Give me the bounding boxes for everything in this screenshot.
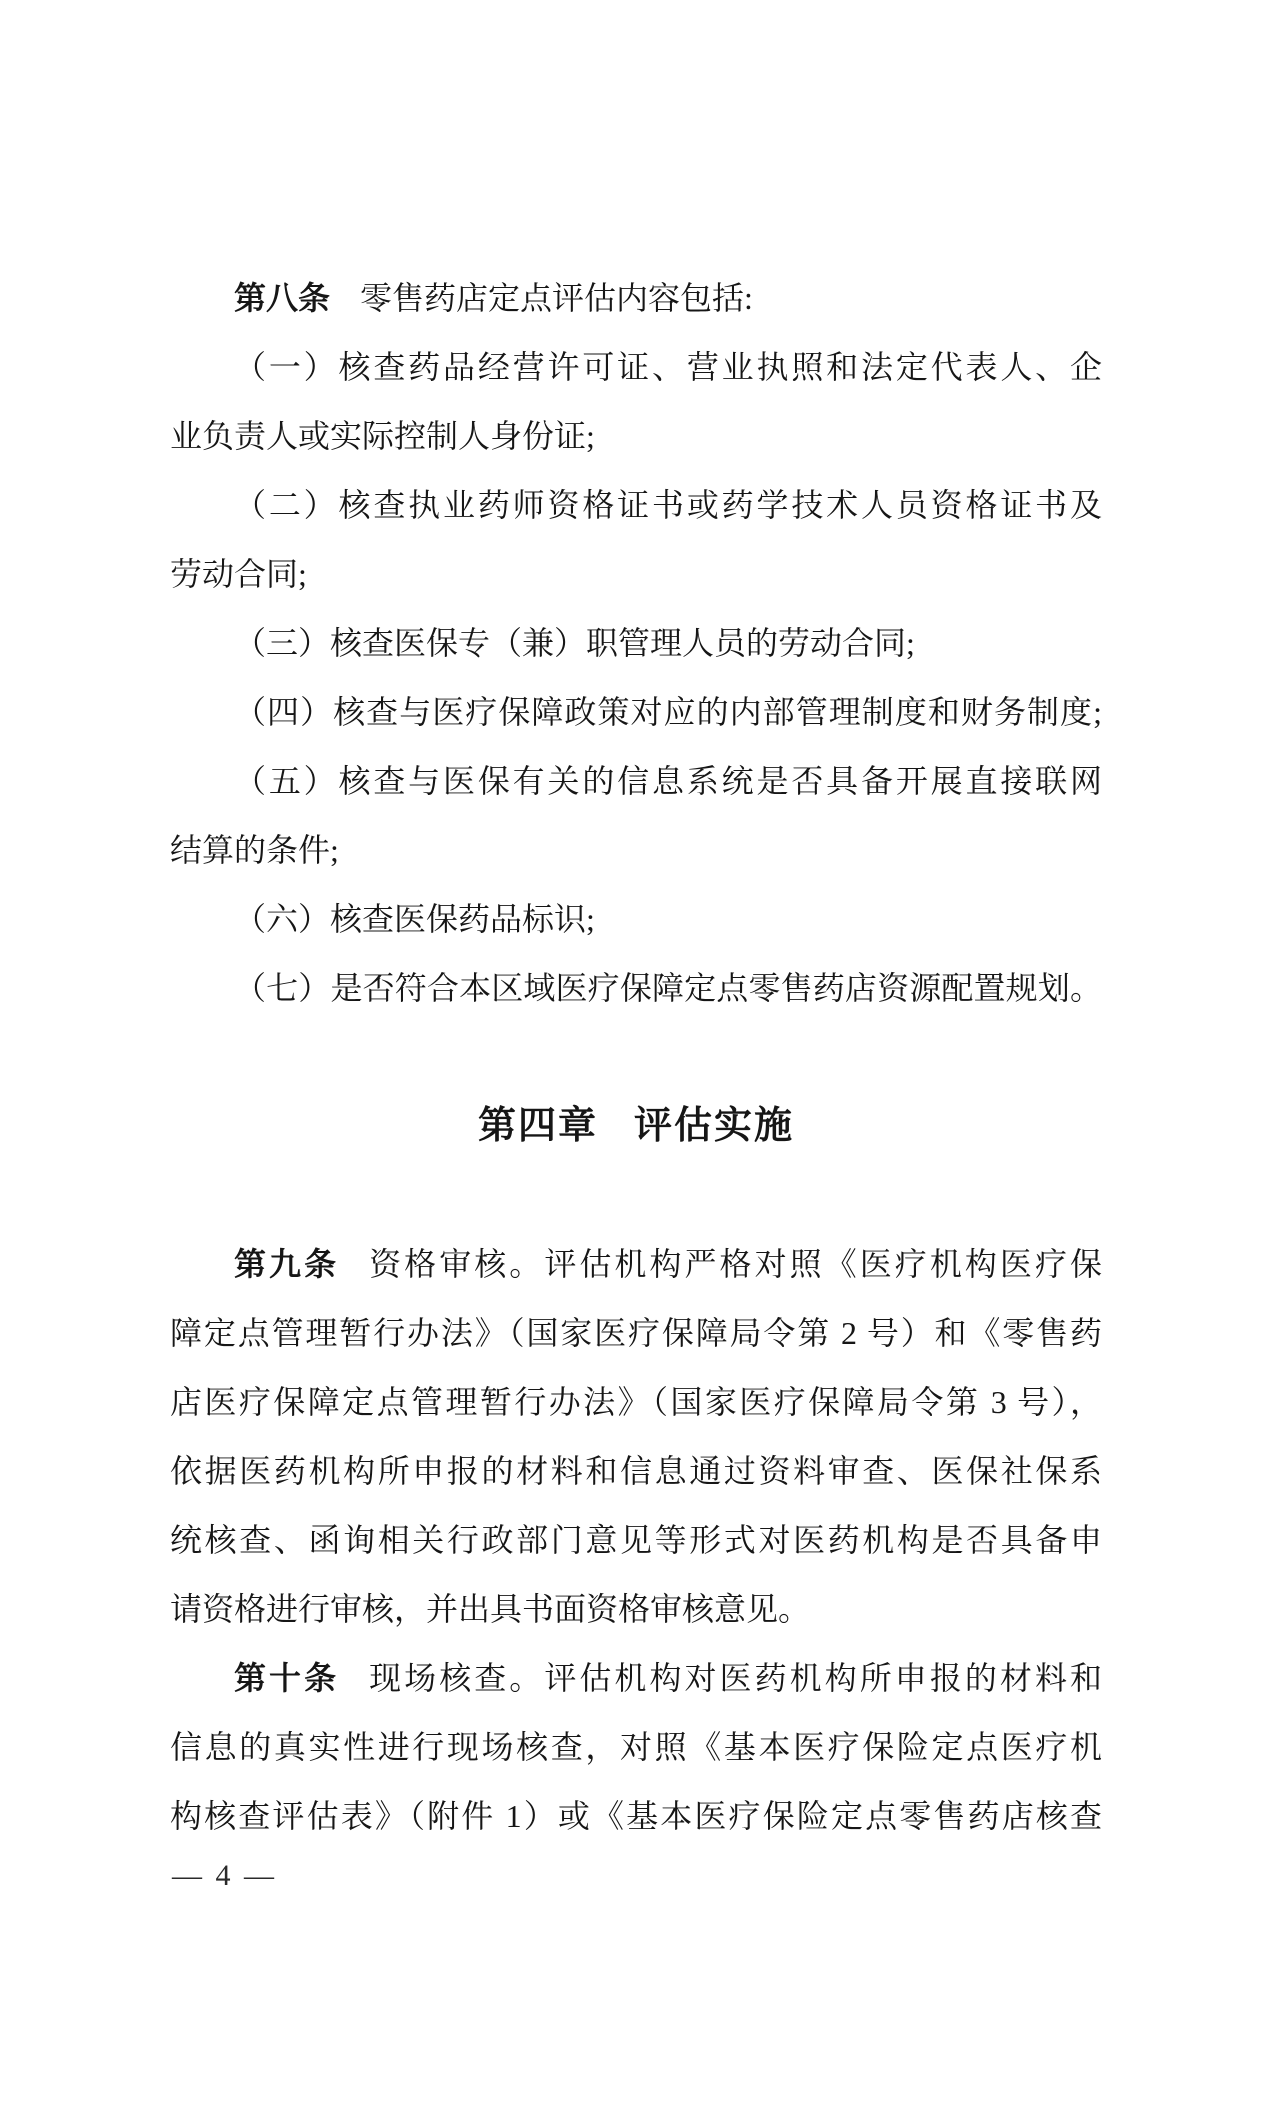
article-8-item-1-line-2: 业负责人或实际控制人身份证; <box>170 418 595 454</box>
article-9-line-2: 障定点管理暂行办法》（国家医疗保障局令第 2 号）和《零售药 <box>170 1315 1102 1351</box>
chapter-4-title: 评估实施 <box>634 1105 795 1147</box>
article-10-line-2: 信息的真实性进行现场核查，对照《基本医疗保险定点医疗机 <box>170 1729 1102 1765</box>
article-8-item-2-line-1: （二）核查执业药师资格证书或药学技术人员资格证书及 <box>234 487 1102 523</box>
article-8-item-4-line: （四）核查与医疗保障政策对应的内部管理制度和财务制度; <box>234 694 1102 730</box>
article-8-opening-line <box>170 264 1102 333</box>
article-9-line-5: 统核查、函询相关行政部门意见等形式对医药机构是否具备申 <box>170 1522 1102 1558</box>
article-10-line-1-text: 现场核查。评估机构对医药机构所申报的材料和 <box>369 1660 1102 1696</box>
page-number: — 4 — <box>172 1859 277 1892</box>
article-10-line-1 <box>170 1644 1102 1713</box>
article-10-number: 第十条 <box>234 1660 340 1696</box>
article-9-line-3: 店医疗保障定点管理暂行办法》（国家医疗保障局令第 3 号）， <box>170 1384 1102 1420</box>
article-8-item-5-line-2: 结算的条件; <box>170 832 339 868</box>
article-9-number: 第九条 <box>234 1246 340 1282</box>
article-8-item-5-line-1: （五）核查与医保有关的信息系统是否具备开展直接联网 <box>234 763 1102 799</box>
article-8-item-3-line: （三）核查医保专（兼）职管理人员的劳动合同; <box>234 625 915 661</box>
chapter-4-number: 第四章 <box>477 1105 598 1147</box>
article-8-item-1-line-1: （一）核查药品经营许可证、营业执照和法定代表人、企 <box>234 349 1102 385</box>
article-8-intro-text: 零售药店定点评估内容包括: <box>360 280 753 316</box>
article-8-item-7-line: （七）是否符合本区域医疗保障定点零售药店资源配置规划。 <box>234 970 1102 1006</box>
article-9-line-4: 依据医药机构所申报的材料和信息通过资料审查、医保社保系 <box>170 1453 1102 1489</box>
article-8-number: 第八条 <box>234 280 331 316</box>
article-10-line-3: 构核查评估表》（附件 1）或《基本医疗保险定点零售药店核查 <box>170 1798 1102 1834</box>
article-9-line-6: 请资格进行审核，并出具书面资格审核意见。 <box>170 1591 811 1627</box>
article-8-item-6-line: （六）核查医保药品标识; <box>234 901 595 937</box>
article-9-line-1-text: 资格审核。评估机构严格对照《医疗机构医疗保 <box>369 1246 1102 1282</box>
article-9-line-1 <box>170 1230 1102 1299</box>
chapter-4-heading <box>170 1092 1102 1161</box>
document-body <box>170 264 1102 1851</box>
article-8-item-2-line-2: 劳动合同; <box>170 556 307 592</box>
